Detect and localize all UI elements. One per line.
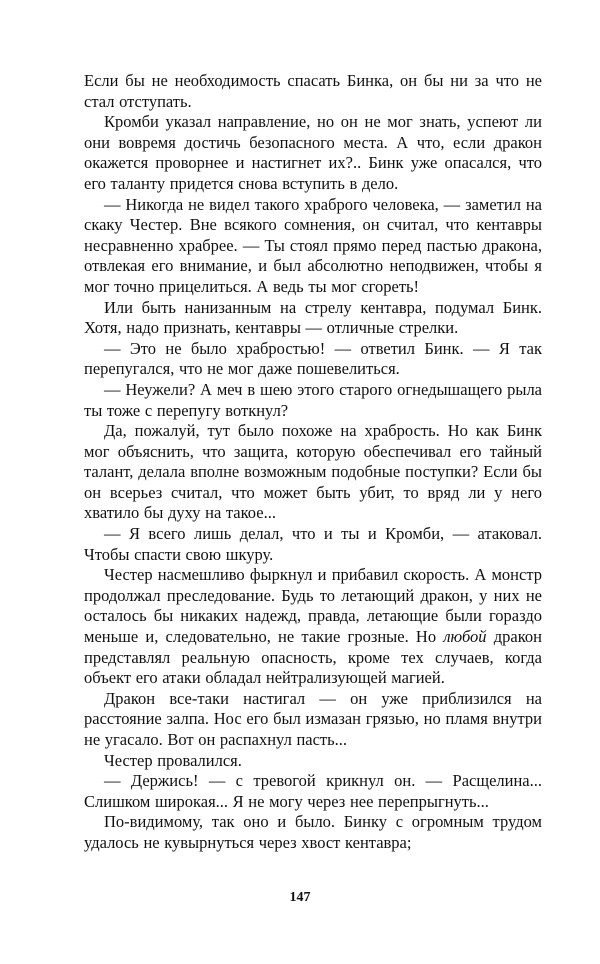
paragraph-8: — Я всего лишь делал, что и ты и Кромби, — атаковал. Чтобы спасти свою шкуру. bbox=[84, 524, 542, 564]
paragraph-6: — Неужели? А меч в шею этого старого огнедышащего рыла ты тоже с перепугу воткнул? bbox=[84, 379, 542, 420]
paragraph-12: — Держись! — с тревогой крикнул он. — Расщелина... Слишком широкая... Я не могу через нее перепрыгнуть... bbox=[84, 771, 542, 811]
paragraph-13: По-видимому, так оно и было. Бинку с огромным трудом удалось не кувырнуться через хвост кентавра; bbox=[84, 812, 542, 852]
page-body bbox=[84, 71, 542, 854]
paragraph-4: Или быть нанизанным на стрелу кентавра, подумал Бинк. Хотя, надо признать, кентавры — отличные стрелки. bbox=[84, 297, 542, 338]
paragraph-3: — Никогда не видел такого храброго человека, — заметил на скаку Честер. Вне всякого сомнения, он считал, что кентавры несравненно храбрее. — Ты стоял прямо перед пастью дракона, отвлекая его внимание, и был абсолютно неподвижен, чтобы я мог точно прицелиться. А ведь ты мог сгореть! bbox=[84, 194, 542, 296]
paragraph-2: Кромби указал направление, но он не мог знать, успеют ли они вовремя достичь безопасного места. А что, если дракон окажется проворнее и настигнет их?.. Бинк уже опасался, что его таланту придется снова вступить в дело. bbox=[84, 112, 542, 193]
paragraph-5: — Это не было храбростью! — ответил Бинк. — Я так перепугался, что не мог даже пошевелиться. bbox=[84, 338, 542, 379]
text-body bbox=[84, 71, 542, 854]
paragraph-1: Если бы не необходимость спасать Бинка, он бы ни за что не стал отступать. bbox=[84, 71, 542, 111]
paragraph-9-part-1: Честер насмешливо фыркнул и прибавил скорость. А монстр продолжал преследование. Будь то летающий дракон, у них не осталось бы никаких надежд, правда, летающие были гораздо меньше и, следовательно, не такие грозные. Но bbox=[84, 565, 542, 647]
page-number: 147 bbox=[289, 890, 311, 905]
paragraph-9-part-2: дракон представлял реальную опасность, кроме тех случаев, когда объект его атаки обладал нейтрализующей магией. bbox=[84, 627, 542, 688]
emphasis-word: любой bbox=[443, 627, 487, 647]
paragraph-11: Честер провалился. bbox=[104, 750, 242, 770]
paragraph-10: Дракон все-таки настигал — он уже приблизился на расстояние залпа. Нос его был измазан грязью, но пламя внутри не угасало. Вот он распахнул пасть... bbox=[84, 688, 542, 749]
paragraph-9 bbox=[84, 565, 542, 689]
paragraph-7: Да, пожалуй, тут было похоже на храбрость. Но как Бинк мог объяснить, что защита, которую обеспечивал его тайный талант, делала вполне возможным подобные поступки? Если бы он всерьез считал, что может быть убит, то вряд ли у него хватило бы духу на такое... bbox=[84, 421, 542, 523]
